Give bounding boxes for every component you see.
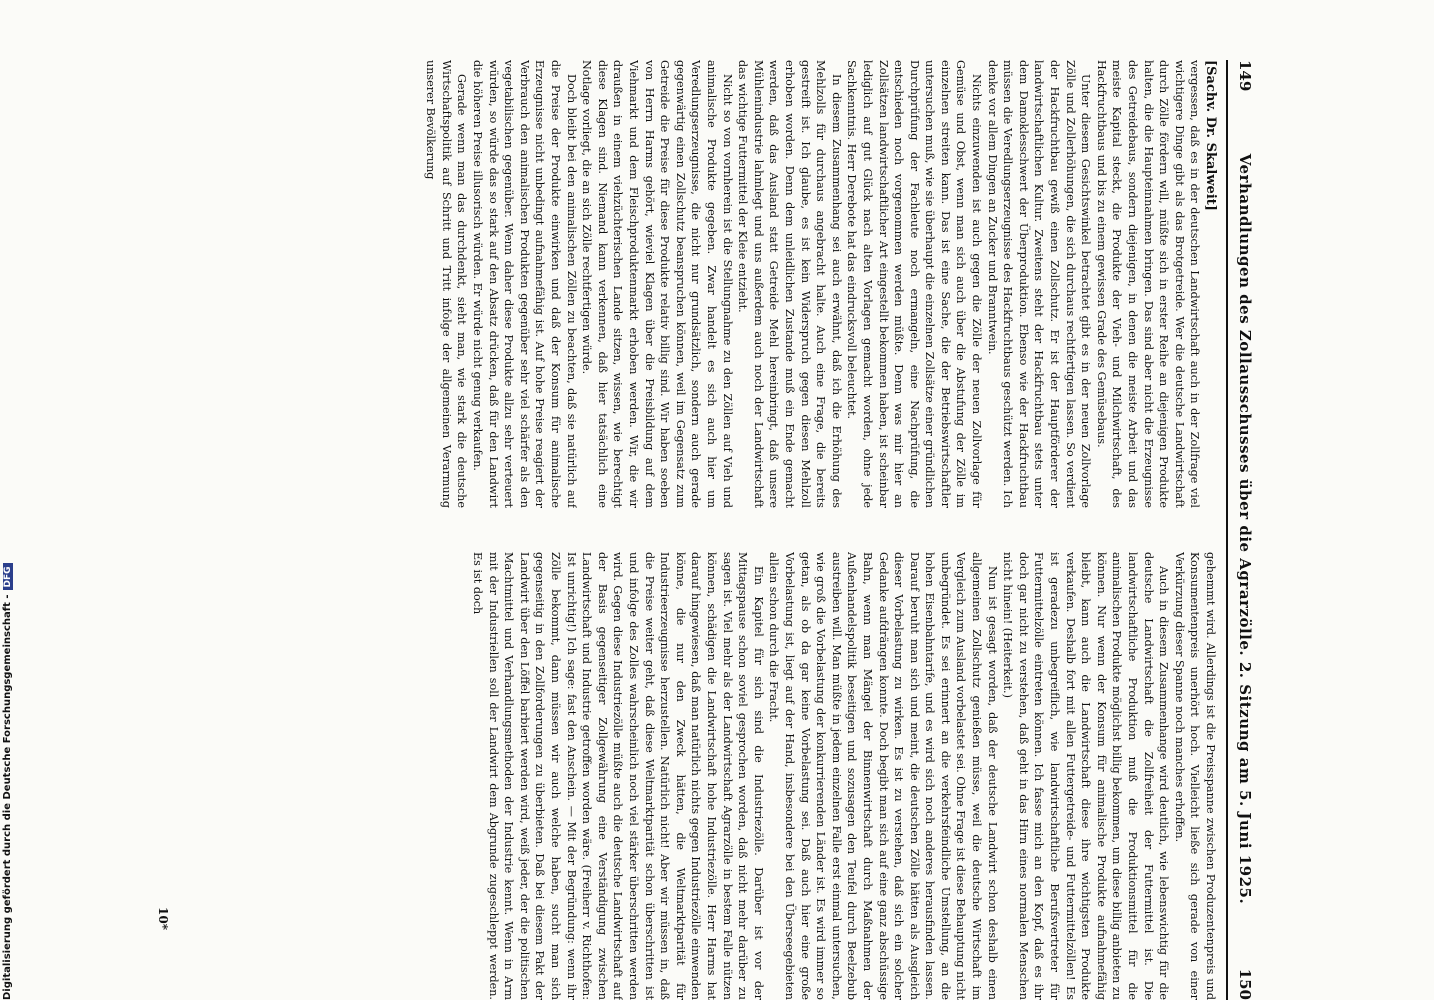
paragraph: Gerade wenn man das durchdenkt, sieht man, wie stark die deutsche Wirtschaftspolitik auf Schritt und Tritt infolge der allgemeinen Verarmung unserer Bevölkerung — [424, 60, 469, 508]
text-columns — [158, 60, 1218, 1000]
funding-text: Digitalisierung gefördert durch die Deutsche Forschungsgemeinschaft - — [2, 594, 13, 1000]
paragraph: Nun ist gesagt worden, daß der deutsche Landwirt schon deshalb einen allgemeinen Zollschutz genießen müsse, weil die deutsche Wirtschaft im Vergleich zum Ausland vorbelastet sei. Ohne Frage ist diese Behauptung nicht unbegründet. Es sei erinnert an die verkehrsfeindliche Umstellung, an die hohen Eisenbahntarife, und es wird sich noch anderes herausfinden lassen. Darauf beruht man sich und meint, die deutschen Zölle hätten als Ausgleich dieser Vorbelastung zu wirken. Es ist zu verstehen, daß sich ein solcher Gedanke aufdrängen konnte. Doch begibt man sich auf eine ganz abschüssige Bahn, wenn man Mängel der Binnenwirtschaft durch Maßnahmen der Außenhandelspolitik beseitigen und sozusagen den Teufel durch Beelzebub austreiben will. Man müßte in jedem einzelnen Falle erst einmal untersuchen, wie groß die Vorbelastung der konkurrierenden Länder ist. Es wird immer so getan, als ob da gar keine Vorbelastung sei. Daß auch hier eine große Vorbelastung ist, liegt auf der Hand, insbesondere bei den Überseegebieten allein schon durch die Fracht. — [767, 552, 999, 1000]
page-header — [1226, 60, 1262, 1000]
dfg-logo: DFG — [3, 563, 13, 590]
paragraph: Nicht so von vornherein ist die Stellungnahme zu den Zöllen auf Vieh und animalische Produkte gegeben. Zwar handelt es sich auch hier um Veredlungserzeugnisse, die nicht nur grundsätzlich, sondern auch gerade gegenwärtig einen Zollschutz beanspruchen können, weil im Gegensatz zum Getreide die Preise für diese Produkte relativ billig sind. Wir haben soeben von Herrn Harms gehört, wieviel Klagen über die Preisbildung auf dem Viehmarkt und dem Fleischproduktenmarkt erhoben werden. Wir, die wir draußen in einem viehzüchterischen Lande sitzen, wissen, wie berechtigt diese Klagen sind. Niemand kann verkennen, daß hier tatsächlich eine Notlage vorliegt, die an sich Zölle rechtfertigen würde. — [580, 60, 734, 508]
paragraph: Ein Kapitel für sich sind die Industriezölle. Darüber ist vor der Mittagspause schon soviel gesprochen worden, daß nicht mehr darüber zu sagen ist. Viel mehr als der Landwirtschaft Agrarzölle in bestem Falle nützen können, schädigen die Landwirtschaft hohe Industriezölle. Herr Harms hat darauf hingewiesen, daß man natürlich nichts gegen Industriezölle einwenden könne, die nur den Zweck hätten, die Weltmarktparität für Industrieerzeugnisse herzustellen. Natürlich nicht! Aber wir müssen in, daß die Preise weiter geht, daß diese Weltmarktparität schon überschritten ist und infolge des Zolles wahrscheinlich noch viel stärker überschritten werden wird. Gegen diese Industriezölle müßte auch die deutsche Landwirtschaft auf der Basis gegenseitiger Zollgewährung eine Verständigung zwischen Landwirtschaft und Industrie getroffen worden wäre. (Freiherr v. Richthofen: Ist unrichtig!) Ich sage: fast den Anschein. — Mit der Begründung: wenn ihr Zölle bekommt, dann müssen wir auch welche haben, sucht man sich gegenseitig in den Zollforderungen zu überbieten. Daß bei diesem Pakt der Landwirt über den Löffel barbiert werden wird, weiß jeder, der die politischen Machtmittel und Verhandlungsmethoden der Industrie kennt. Wenn in Arm mit der Industriellen soll der Landwirt dem Abgrunde zugeschleppt werden. Es ist doch — [471, 552, 765, 1000]
running-title: Verhandlungen des Zollausschusses über die Agrarzölle. 2. Sitzung am 5. Juni 1925. — [1236, 153, 1254, 905]
speaker-line — [1202, 60, 1218, 508]
funding-sidebar — [0, 0, 18, 1000]
paragraph: Nichts einzuwenden ist auch gegen die Zölle der neuen Zollvorlage für Gemüse und Obst, wenn man sich auch über die Abstufung der Zölle im einzelnen streiten kann. Das ist eine Sache, die der Betriebswirtschaftler untersuchen muß, wie sie überhaupt die einzelnen Zollsätze einer gründlichen Durchprüfung der Fachleute noch ermangeln, eine Nachprüfung, die entschieden noch vorgenommen werden müßte. Denn was mir hier an Zollsätzen landwirtschaftlicher Art eingestellt bekommen haben, ist scheinbar lediglich auf gut Glück nach alten Vorlagen gemacht worden, ohne jede Sachkenntnis. Herr Derebote hat das eindrucksvoll beleuchtet. — [845, 60, 984, 508]
paragraph: Auch in diesem Zusammenhange wird deutlich, wie lebenswichtig für die deutsche Landwirtschaft die Zollfreiheit der Futtermittel ist. Die landwirtschaftliche Produktion muß die Produktionsmittel für die animalischen Produkte möglichst billig bekommen, um diese billig anbieten zu können. Nur wenn der Konsum für animalische Produkte aufnahmefähig bleibt, kann auch die Landwirtschaft diese ihre wichtigsten Produkte verkaufen. Deshalb fort mit allen Futtergetreide- und Futtermittelzöllen! Es ist geradezu unbegreiflich, wie landwirtschaftliche Berufsvertreter für Futtermittelzölle eintreten können. Ich fasse mich an den Kopf, daß es ihr doch gar nicht zu verstehen, daß geht in das Hirn eines normalen Menschen nicht hinein! (Heiterkeit.) — [1001, 552, 1171, 1000]
paragraph: In diesem Zusammenhang sei auch erwähnt, daß ich die Erhöhung des Mehlzolls für durchaus angebracht halte. Auch eine Frage, die bereits gestreift ist. Ich glaube, es ist kein Widerspruch gegen diesen Mehlzoll erhoben worden. Denn dem unleidlichen Zustande muß ein Ende gemacht werden, daß das Ausland statt Getreide Mehl hereinbringt, daß unsere Mühlenindustrie lahmlegt und uns außerdem auch noch der Landwirtschaft das wichtige Futtermittel der Kleie entzieht. — [736, 60, 843, 508]
paragraph: vergessen, daß es in der deutschen Landwirtschaft auch in der Zollfrage viel wichtigere Dinge gibt als das Brotgetreide. Wer die deutsche Landwirtschaft durch Zölle fördern will, müßte sich in erster Reihe an diejenigen Produkte halten, die die Haupteinnahmen bringen. Das sind aber nicht die Erzeugnisse des Getreidebaus, sondern diejenigen, in denen die meiste Arbeit und das meiste Kapital steckt, die Produkte der Vieh- und Milchwirtschaft, des Hackfruchtbaus und bis zu einem gewissen Grade des Gemüsebaus. — [1094, 60, 1202, 508]
signature-mark: 10* — [156, 907, 170, 930]
page-number-left: 149 — [1236, 60, 1254, 92]
funding-note — [2, 563, 13, 1000]
left-column — [158, 60, 1218, 508]
rotated-document-page — [142, 60, 1262, 1000]
page-number-right: 150 — [1236, 968, 1254, 1000]
paragraph: Unter diesem Gesichtswinkel betrachtet gibt es in der neuen Zollvorlage Zölle und Zollerhöhungen, die sich durchaus rechtfertigen lassen. So verdient der Hackfruchtbau gewiß einen Zollschutz. Er ist der Hauptförderer der landwirtschaftlichen Kultur. Zweitens steht der Hackfruchtbau stets unter dem Damoklesschwert der Überproduktion. Ebenso wie der Hackfruchtbau müssen die Veredlungserzeugnisse des Hackfruchtbaus geschützt werden. Ich denke vor allem Dingen an Zucker und Branntwein. — [985, 60, 1093, 508]
right-column — [158, 552, 1218, 1000]
paragraph: gehemmt wird. Allerdings ist die Preisspanne zwischen Produzentenpreis und Konsumentenpreis unerhört hoch. Vielleicht ließe sich gerade von einer Verkürzung dieser Spanne noch manches erhoffen. — [1172, 552, 1217, 1000]
speaker-name: [Sachv. Dr. Skalweit] — [1203, 60, 1218, 211]
paragraph: Doch bleibt bei den animalischen Zöllen zu beachten, daß sie natürlich auf die Preise der Produkte einwirken und daß der Konsum für animalische Erzeugnisse nicht unbedingt aufnahmefähig ist. Auf hohe Preise reagiert der Verbrauch den animalischen Produkten gegenüber sehr viel schärfer als den vegetabilischen gegenüber. Wenn daher diese Produkte allzu sehr verteuert würden, so würde das so stark auf den Absatz drücken, daß für den Landwirt die höheren Preise illusorisch würden. Er würde nicht genug verkaufen. — [471, 60, 578, 508]
